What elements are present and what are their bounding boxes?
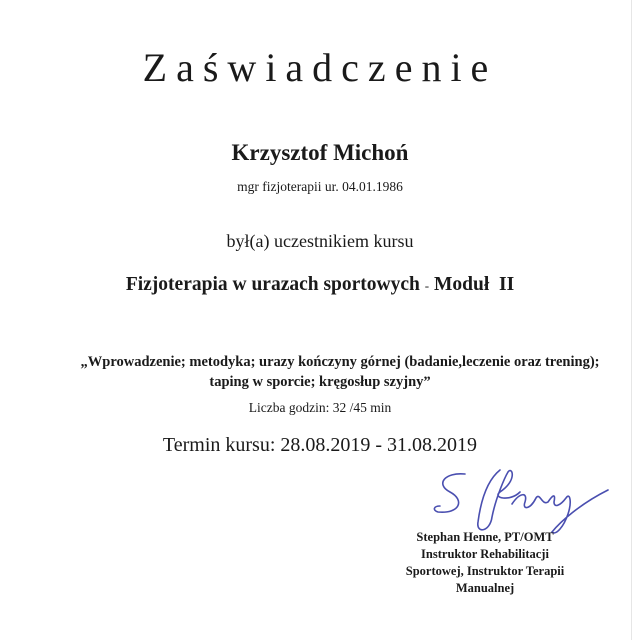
recipient-name: Krzysztof Michoń (231, 140, 409, 165)
signer-block (385, 529, 585, 597)
recipient-details: mgr fizjoterapii ur. 04.01.1986 (237, 179, 403, 194)
course-title (0, 274, 640, 296)
course-separator: - (424, 278, 430, 293)
topics-line-2: taping w sporcie; kręgosłup szyjny” (209, 374, 431, 390)
page-edge-divider (631, 0, 632, 640)
course-module: Moduł II (433, 274, 515, 295)
signer-title-line-3: Manualnej (455, 581, 515, 595)
signer-title-line-2: Sportowej, Instruktor Terapii (405, 564, 565, 578)
course-name: Fizjoterapia w urazach sportowych (125, 274, 420, 295)
course-hours: Liczba godzin: 32 /45 min (248, 400, 392, 415)
course-term: Termin kursu: 28.08.2019 - 31.08.2019 (162, 434, 478, 456)
certificate-title: Zaświadczenie (142, 45, 498, 90)
participation-text: był(a) uczestnikiem kursu (226, 231, 414, 251)
topics-line-1: „Wprowadzenie; metodyka; urazy kończyny górnej (badanie,leczenie oraz trening); (80, 354, 600, 370)
signer-title-line-1: Instruktor Rehabilitacji (421, 547, 549, 561)
signer-name: Stephan Henne, PT/OMT (416, 530, 554, 544)
